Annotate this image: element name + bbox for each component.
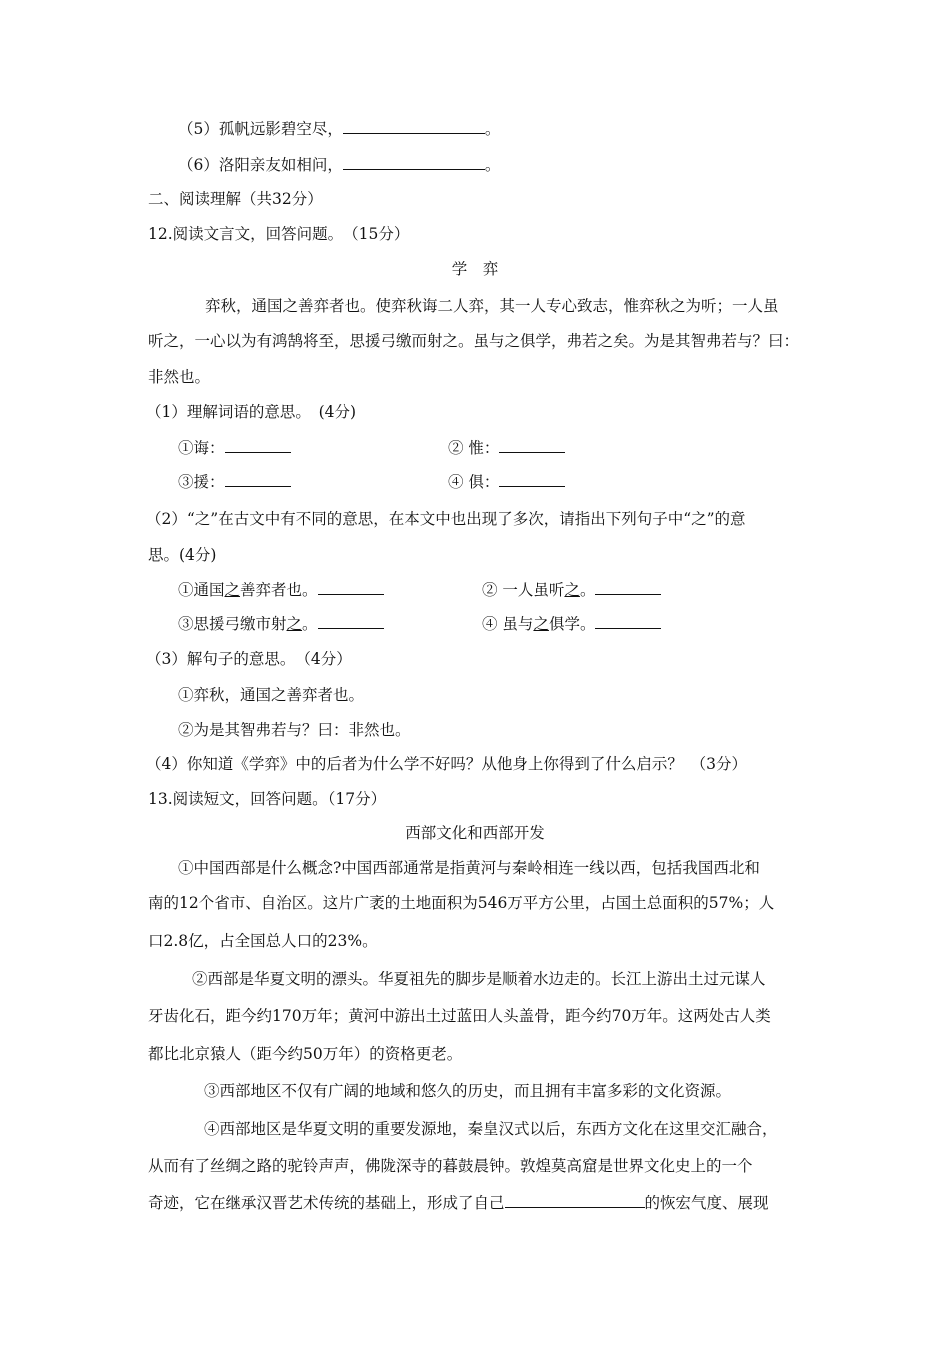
answer-blank[interactable] (343, 154, 485, 170)
passage-line: ②西部是华夏文明的漂头。华夏祖先的脚步是顺着水边走的。长江上游出土过元谋人 (192, 970, 766, 988)
passage-line: 都比北京猿人（距今约50万年）的资格更老。 (148, 1045, 463, 1063)
section-heading: 二、阅读理解（共32分） (148, 190, 323, 208)
passage-line: 口2.8亿，占全国总人口的23%。 (148, 932, 378, 950)
passage-line: 非然也。 (148, 368, 211, 386)
sub-question-2-cont: 思。(4分) (148, 546, 217, 564)
passage-line: 牙齿化石，距今约170万年；黄河中游出土过蓝田人头盖骨，距今约70万年。这两处古人类 (148, 1007, 771, 1025)
passage-line: 弈秋，通国之善弈者也。使弈秋诲二人弈，其一人专心致志，惟弈秋之为听；一人虽 (205, 297, 779, 315)
fill-item-6: （6）洛阳亲友如相问， 。 (178, 156, 501, 174)
passage-line: 从而有了丝绸之路的驼铃声声，佛陇深寺的暮鼓晨钟。敦煌莫高窟是世界文化史上的一个 (148, 1157, 753, 1175)
passage-line: 南的12个省市、自治区。这片广袤的土地面积为546万平方公里，占国土总面积的57%；人 (148, 894, 775, 912)
answer-blank[interactable] (225, 471, 291, 487)
passage-line: ③西部地区不仅有广阔的地域和悠久的历史，而且拥有丰富多彩的文化资源。 (204, 1082, 732, 1100)
zhi-item: ② 一人虽听之。 (482, 579, 661, 601)
sentence-item: ①弈秋，通国之善弈者也。 (178, 686, 365, 704)
answer-blank[interactable] (225, 437, 291, 453)
sub-question-2: （2）“之”在古文中有不同的意思，在本文中也出现了多次，请指出下列句子中“之”的意 (146, 510, 746, 528)
answer-blank[interactable] (318, 613, 384, 629)
passage-line: 奇迹，它在继承汉晋艺术传统的基础上，形成了自己 的恢宏气度、展现 (148, 1194, 769, 1212)
zhi-item: ③思援弓缴市射之。 (178, 613, 384, 635)
zhi-item: ①通国之善弈者也。 (178, 579, 384, 601)
answer-blank[interactable] (318, 579, 384, 595)
vocab-item: ①诲： (178, 437, 291, 459)
question-12-title: 12.阅读文言文，回答问题。 （15分） (148, 225, 410, 243)
fill-item-5: （5）孤帆远影碧空尽， 。 (178, 120, 501, 138)
sub-question-1: （1）理解词语的意思。 (4分) (146, 403, 357, 421)
answer-blank[interactable] (505, 1192, 645, 1208)
answer-blank[interactable] (499, 437, 565, 453)
vocab-item: ③援： (178, 471, 291, 493)
passage-line: ①中国西部是什么概念?中国西部通常是指黄河与秦岭相连一线以西，包括我国西北和 (178, 859, 760, 877)
sub-question-3: （3）解句子的意思。 （4分） (146, 650, 352, 668)
sub-question-4: （4）你知道《学弈》中的后者为什么学不好吗？从他身上你得到了什么启示？ （3分） (146, 755, 747, 773)
passage-title: 西部文化和西部开发 (405, 824, 545, 842)
zhi-item: ④ 虽与之俱学。 (482, 613, 661, 635)
vocab-item: ④ 俱： (448, 471, 565, 493)
answer-blank[interactable] (343, 118, 485, 134)
answer-blank[interactable] (595, 613, 661, 629)
passage-line: ④西部地区是华夏文明的重要发源地，秦皇汉式以后，东西方文化在这里交汇融合， (204, 1120, 778, 1138)
question-13-title: 13.阅读短文，回答问题。（17分） (148, 790, 387, 808)
sentence-item: ②为是其智弗若与？曰：非然也。 (178, 721, 411, 739)
vocab-item: ② 惟： (448, 437, 565, 459)
answer-blank[interactable] (499, 471, 565, 487)
answer-blank[interactable] (595, 579, 661, 595)
passage-title: 学 弈 (451, 260, 499, 278)
passage-line: 听之，一心以为有鸿鹄将至，思援弓缴而射之。虽与之俱学，弗若之矣。为是其智弗若与？曰： (148, 332, 800, 350)
